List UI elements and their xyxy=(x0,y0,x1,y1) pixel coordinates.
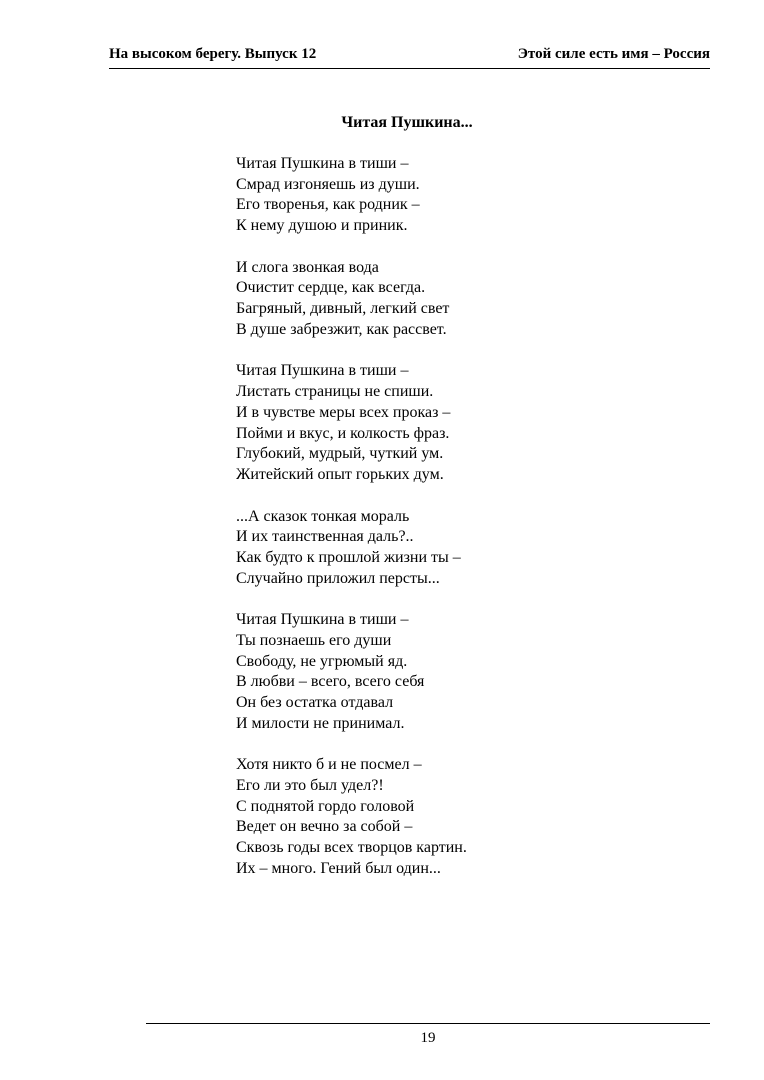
poem-line: С поднятой гордо головой xyxy=(236,797,415,815)
poem-line: Ты познаешь его души xyxy=(236,631,392,649)
poem-line: Багряный, дивный, легкий свет xyxy=(236,300,450,318)
poem-line: Пойми и вкус, и колкость фраз. xyxy=(236,424,450,442)
poem-title: Читая Пушкина... xyxy=(341,114,473,131)
poem-line: Случайно приложил персты... xyxy=(236,569,440,587)
poem-body xyxy=(236,154,467,900)
poem-line: И слога звонкая вода xyxy=(236,258,379,276)
poem-line: Очистит сердце, как всегда. xyxy=(236,279,426,297)
poem-line: Свободу, не угрюмый яд. xyxy=(236,652,408,670)
stanza xyxy=(236,154,467,237)
poem-line: Читая Пушкина в тиши – xyxy=(236,362,409,380)
stanza xyxy=(236,755,467,879)
poem-line: ...А сказок тонкая мораль xyxy=(236,507,410,525)
poem-line: Житейский опыт горьких дум. xyxy=(236,465,444,483)
poem-line: Хотя никто б и не посмел – xyxy=(236,756,422,774)
header-book-title: На высоком берегу. Выпуск 12 xyxy=(109,46,317,62)
poem-line: Его ли это был удел?! xyxy=(236,777,384,795)
page-number: 19 xyxy=(420,1030,436,1046)
stanza xyxy=(236,610,467,734)
poem-line: Он без остатка отдавал xyxy=(236,694,394,712)
footer-rule xyxy=(146,1023,710,1024)
stanza xyxy=(236,507,467,590)
poem-line: Его творенья, как родник – xyxy=(236,196,420,214)
stanza xyxy=(236,258,467,341)
running-header xyxy=(109,44,710,69)
poem-line: Смрад изгоняешь из души. xyxy=(236,175,420,193)
stanza xyxy=(236,361,467,485)
poem-line: Сквозь годы всех творцов картин. xyxy=(236,839,467,857)
poem-line: И их таинственная даль?.. xyxy=(236,528,414,546)
poem-line: Листать страницы не спиши. xyxy=(236,383,434,401)
poem-line: Их – много. Гений был один... xyxy=(236,859,441,877)
poem-line: Читая Пушкина в тиши – xyxy=(236,155,409,172)
poem-line: Как будто к прошлой жизни ты – xyxy=(236,548,461,566)
poem-line: В любви – всего, всего себя xyxy=(236,673,425,691)
poem-line: Ведет он вечно за собой – xyxy=(236,818,413,836)
poem-line: Глубокий, мудрый, чуткий ум. xyxy=(236,445,444,463)
header-section-title: Этой силе есть имя – Россия xyxy=(517,46,710,62)
poem-line: Читая Пушкина в тиши – xyxy=(236,611,409,629)
poem-line: И милости не принимал. xyxy=(236,714,405,732)
poem-line: И в чувстве меры всех проказ – xyxy=(236,403,451,421)
poem-line: К нему душою и приник. xyxy=(236,217,408,235)
poem-line: В душе забрезжит, как рассвет. xyxy=(236,320,447,338)
